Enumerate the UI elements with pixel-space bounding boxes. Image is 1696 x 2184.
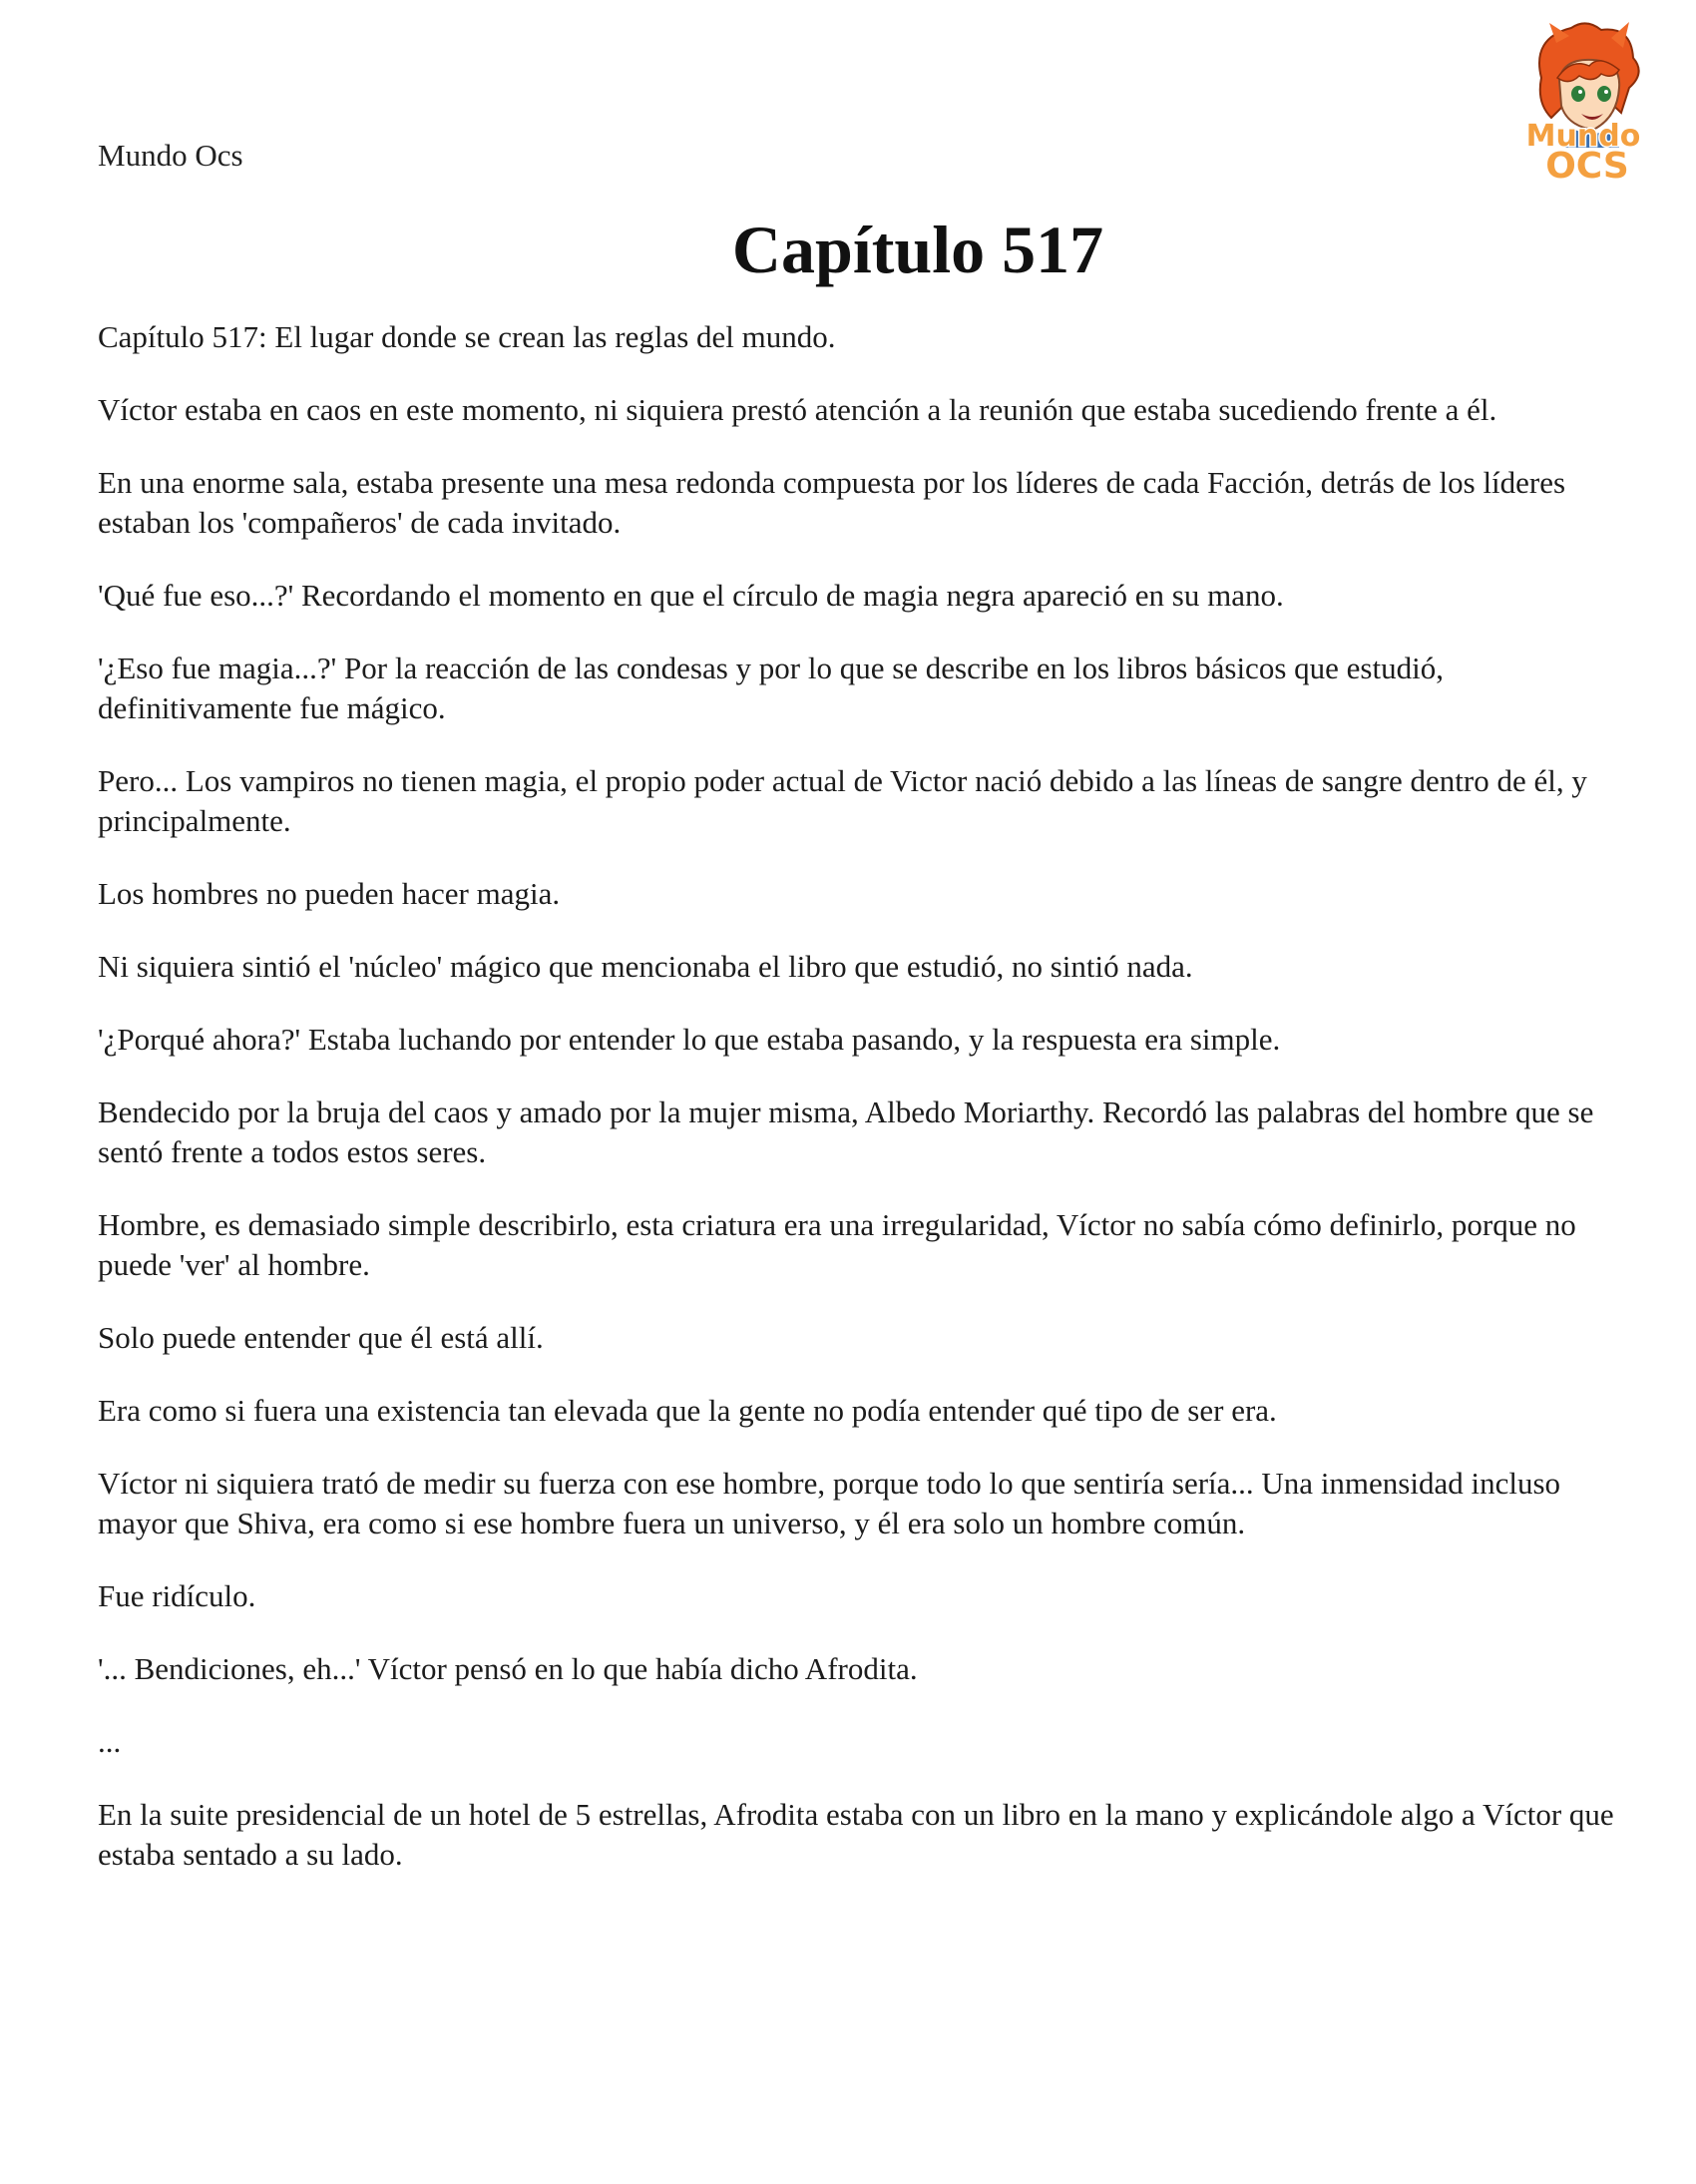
paragraph: Los hombres no pueden hacer magia. <box>98 876 561 911</box>
paragraph: 'Qué fue eso...?' Recordando el momento en que el círculo de magia negra apareció en su mano. <box>98 578 1284 613</box>
paragraph: ... <box>98 1724 122 1759</box>
paragraph: Solo puede entender que él está allí. <box>98 1320 544 1355</box>
paragraph: Ni siquiera sintió el 'núcleo' mágico que mencionaba el libro que estudió, no sintió nada. <box>98 949 1193 984</box>
chapter-title: Capítulo 517 <box>731 212 1104 287</box>
site-name: Mundo Ocs <box>98 138 243 173</box>
paragraph: Bendecido por la bruja del caos y amado por la mujer misma, Albedo Moriarthy. Recordó las palabras del hombre que se sentó frente a todos estos seres. <box>98 1094 1594 1169</box>
paragraph: Víctor estaba en caos en este momento, ni siquiera prestó atención a la reunión que estaba sucediendo frente a él. <box>98 392 1497 427</box>
paragraph: Hombre, es demasiado simple describirlo, esta criatura era una irregularidad, Víctor no sabía cómo definirlo, porque no puede 'ver' al hombre. <box>98 1207 1576 1282</box>
paragraph: En una enorme sala, estaba presente una mesa redonda compuesta por los líderes de cada Facción, detrás de los líderes estaban los 'compañeros' de cada invitado. <box>98 465 1566 540</box>
paragraph: Capítulo 517: El lugar donde se crean las reglas del mundo. <box>98 319 836 354</box>
paragraph: '¿Porqué ahora?' Estaba luchando por entender lo que estaba pasando, y la respuesta era simple. <box>98 1022 1281 1057</box>
chapter-body <box>98 317 1634 1908</box>
paragraph: '¿Eso fue magia...?' Por la reacción de las condesas y por lo que se describe en los libros básicos que estudió, definitivamente fue mágico. <box>98 651 1444 725</box>
paragraph: '... Bendiciones, eh...' Víctor pensó en lo que había dicho Afrodita. <box>98 1651 918 1686</box>
logo-text-line2: OCS <box>1545 146 1629 186</box>
logo-text-line1: Mundo <box>1525 119 1641 154</box>
paragraph: Víctor ni siquiera trató de medir su fuerza con ese hombre, porque todo lo que sentiría sería... Una inmensidad incluso mayor que Shiva, era como si ese hombre fuera un universo, y él era solo un hombre común. <box>98 1466 1561 1540</box>
paragraph: Pero... Los vampiros no tienen magia, el propio poder actual de Victor nació debido a las líneas de sangre dentro de él, y principalmente. <box>98 763 1587 838</box>
paragraph: Era como si fuera una existencia tan elevada que la gente no podía entender qué tipo de ser era. <box>98 1393 1277 1428</box>
paragraph: Fue ridículo. <box>98 1578 256 1613</box>
mundo-ocs-logo <box>1501 18 1666 186</box>
paragraph: En la suite presidencial de un hotel de 5 estrellas, Afrodita estaba con un libro en la mano y explicándole algo a Víctor que estaba sentado a su lado. <box>98 1797 1614 1872</box>
